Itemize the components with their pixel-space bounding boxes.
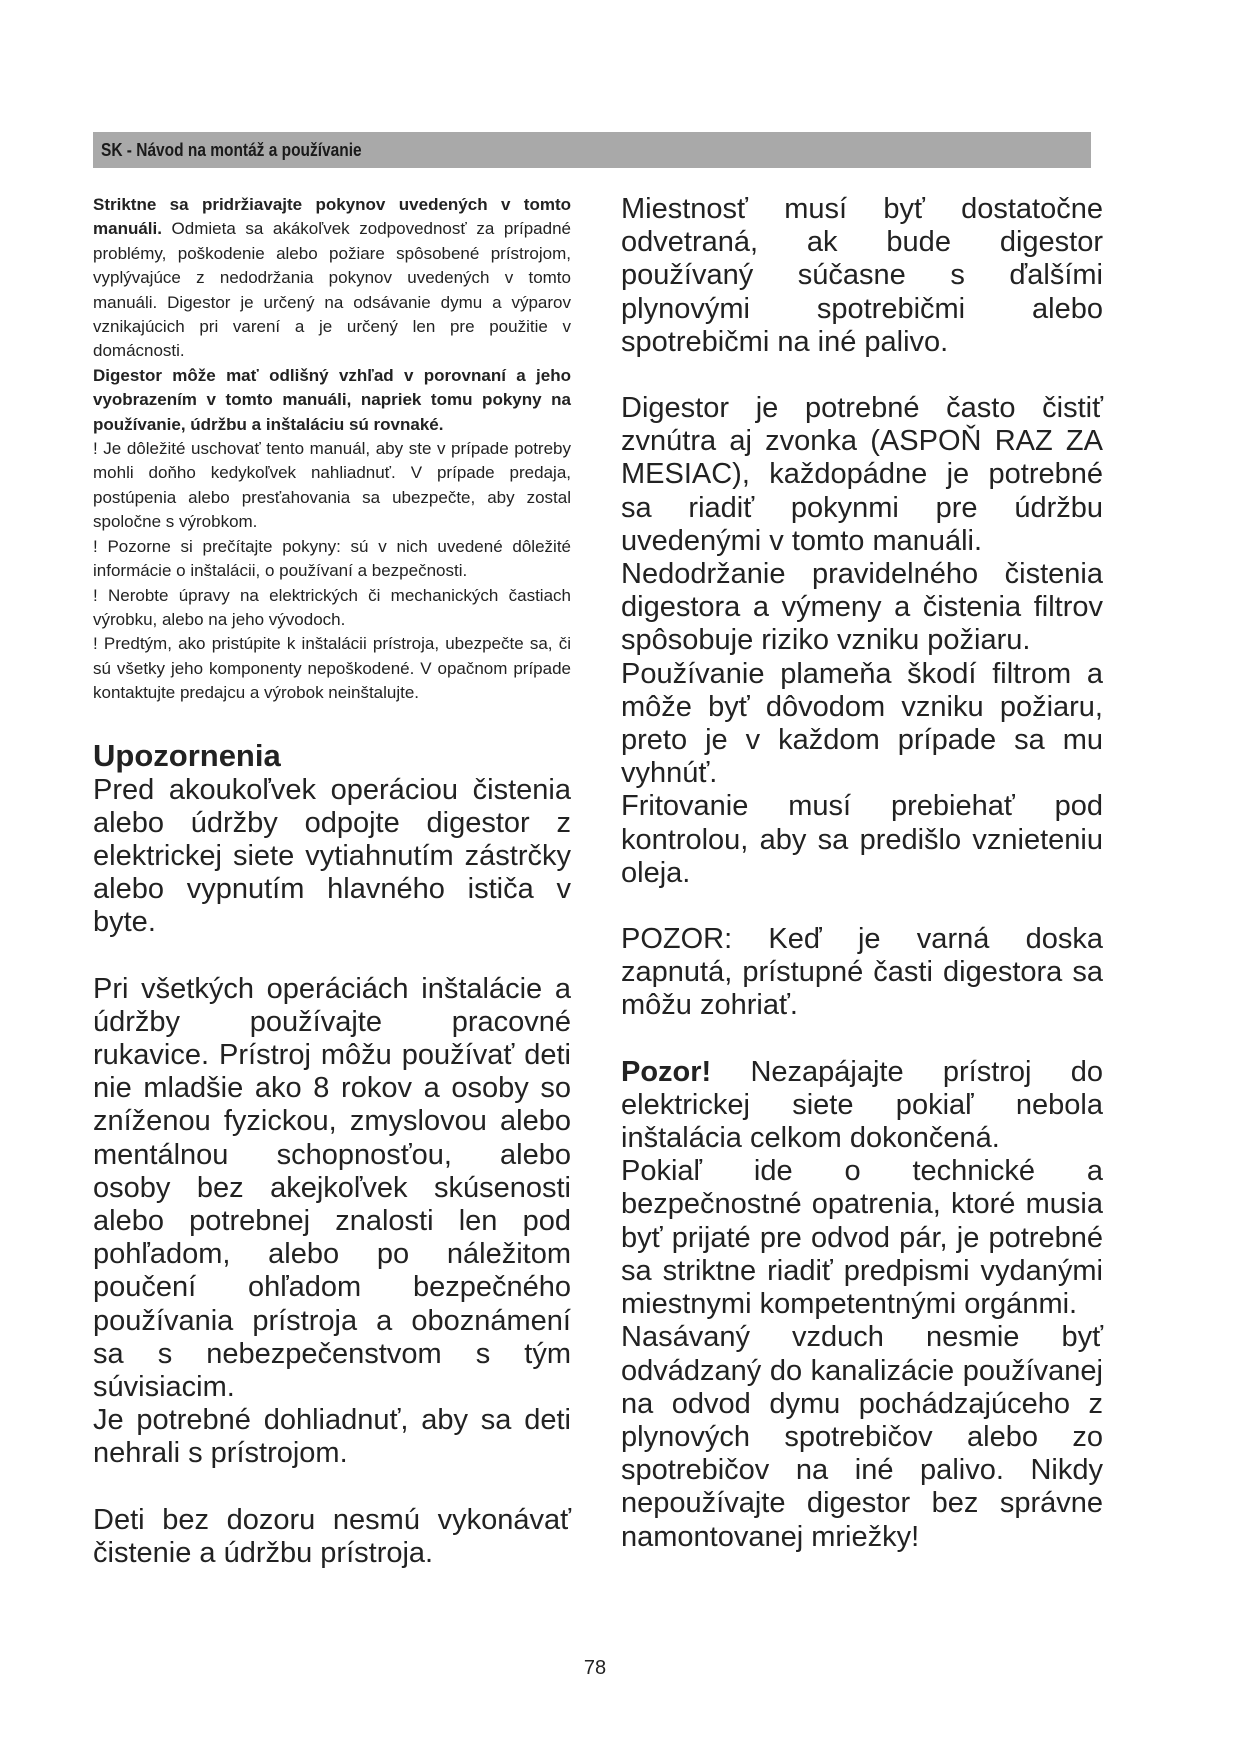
cleaning-paragraph: Digestor je potrebné často čistiť zvnútra aj zvonka (ASPOŇ RAZ ZA MESIAC), každopádne je potrebné sa riadiť pokynmi pre údržbu uvedenými v tomto manuáli. bbox=[621, 392, 1103, 557]
plug-warning-text: Nezapájajte prístroj do elektrickej siete pokiaľ nebola inštalácia celkom dokončená. bbox=[621, 1055, 1103, 1155]
fire-risk-paragraph: Nedodržanie pravidelného čistenia digestora a výmeny a čistenia filtrov spôsobuje riziko vzniku požiaru. bbox=[621, 558, 1103, 657]
ventilation-paragraph: Miestnosť musí byť dostatočne odvetraná, ak bude digestor používaný súčasne s ďalšími plynovými spotrebičmi alebo spotrebičmi na iné palivo. bbox=[621, 193, 1103, 358]
right-column bbox=[621, 193, 1103, 1554]
exhaust-paragraph: Nasávaný vzduch nesmie byť odvádzaný do kanalizácie používanej na odvod dymu pochádzajúceho z plynových spotrebičov alebo zo spotrebičov na iné palivo. Nikdy nepoužívajte digestor bez správne namontovanej mriežky! bbox=[621, 1321, 1103, 1553]
warning-gloves-children: Pri všetkých operáciách inštalácie a údržby používajte pracovné rukavice. Prístroj môžu používať deti nie mladšie ako 8 rokov a osoby so zníženou fyzickou, zmyslovou alebo mentálnou schopnosťou, alebo osoby bez akejkoľvek skúsenosti alebo potrebnej znalosti len pod pohľadom, alebo po náležitom poučení ohľadom bezpečného používania prístroja a oboznámení sa s nebezpečenstvom s tým súvisiacim. bbox=[93, 972, 571, 1403]
intro-text: Odmieta sa akákoľvek zodpovednosť za prípadné problémy, poškodenie alebo požiare spôsobené prístrojom, vyplývajúce z nedodržania pokynov uvedených v tomto manuáli. Digestor je určený na odsávanie dymu a výparov vznikajúcich pri varení a je určený len pre použitie v domácnosti. bbox=[93, 219, 571, 361]
section-header-title: SK - Návod na montáž a používanie bbox=[101, 140, 362, 160]
plug-warning-bold: Pozor! bbox=[621, 1055, 712, 1088]
appearance-note bbox=[93, 364, 571, 437]
frying-paragraph: Fritovanie musí prebiehať pod kontrolou, aby sa predišlo vznieteniu oleja. bbox=[621, 790, 1103, 889]
hob-warning-paragraph: POZOR: Keď je varná doska zapnutá, prístupné časti digestora sa môžu zohriať. bbox=[621, 923, 1103, 1022]
warnings-heading: Upozornenia bbox=[93, 737, 281, 773]
intro-bold-text: Striktne sa pridržiavajte pokynov uvedených v tomto manuáli. bbox=[93, 195, 571, 239]
warning-children-play: Je potrebné dohliadnuť, aby sa deti nehrali s prístrojom. bbox=[93, 1404, 571, 1470]
note-no-modifications: ! Nerobte úpravy na elektrických či mechanických častiach výrobku, alebo na jeho vývodoch. bbox=[93, 585, 571, 629]
page-number: 78 bbox=[583, 1657, 607, 1679]
note-keep-manual: ! Je dôležité uschovať tento manuál, aby ste v prípade potreby mohli doňho kedykoľvek nahliadnuť. V prípade predaja, postúpenia alebo presťahovania sa ubezpečte, aby zostal spoločne s výrobkom. bbox=[93, 439, 571, 532]
intro-paragraph bbox=[93, 193, 571, 364]
note-check-components: ! Predtým, ako pristúpite k inštalácii prístroja, ubezpečte sa, či sú všetky jeho komponenty nepoškodené. V opačnom prípade kontaktujte predajcu a výrobok neinštalujte. bbox=[93, 634, 571, 703]
plug-warning-paragraph bbox=[621, 1056, 1103, 1156]
section-header-bar bbox=[93, 132, 1091, 168]
flames-paragraph: Používanie plameňa škodí filtrom a môže byť dôvodom vzniku požiaru, preto je v každom prípade sa mu vyhnúť. bbox=[621, 657, 1103, 790]
left-column bbox=[93, 193, 571, 1570]
warning-children-cleaning: Deti bez dozoru nesmú vykonávať čistenie a údržbu prístroja. bbox=[93, 1503, 571, 1569]
warning-unplug: Pred akoukoľvek operáciou čistenia alebo údržby odpojte digestor z elektrickej siete vytiahnutím zástrčky alebo vypnutím hlavného ističa v byte. bbox=[93, 773, 571, 939]
regulations-paragraph: Pokiaľ ide o technické a bezpečnostné opatrenia, ktoré musia byť prijaté pre odvod pár, je potrebné sa striktne riadiť predpismi vydanými miestnymi kompetentnými orgánmi. bbox=[621, 1155, 1103, 1321]
note-read-instructions: ! Pozorne si prečítajte pokyny: sú v nich uvedené dôležité informácie o inštalácii, o používaní a bezpečnosti. bbox=[93, 536, 571, 581]
appearance-note-text: Digestor môže mať odlišný vzhľad v porovnaní a jeho vyobrazením v tomto manuáli, napriek tomu pokyny na používanie, údržbu a inštaláciu sú rovnaké. bbox=[93, 365, 571, 434]
